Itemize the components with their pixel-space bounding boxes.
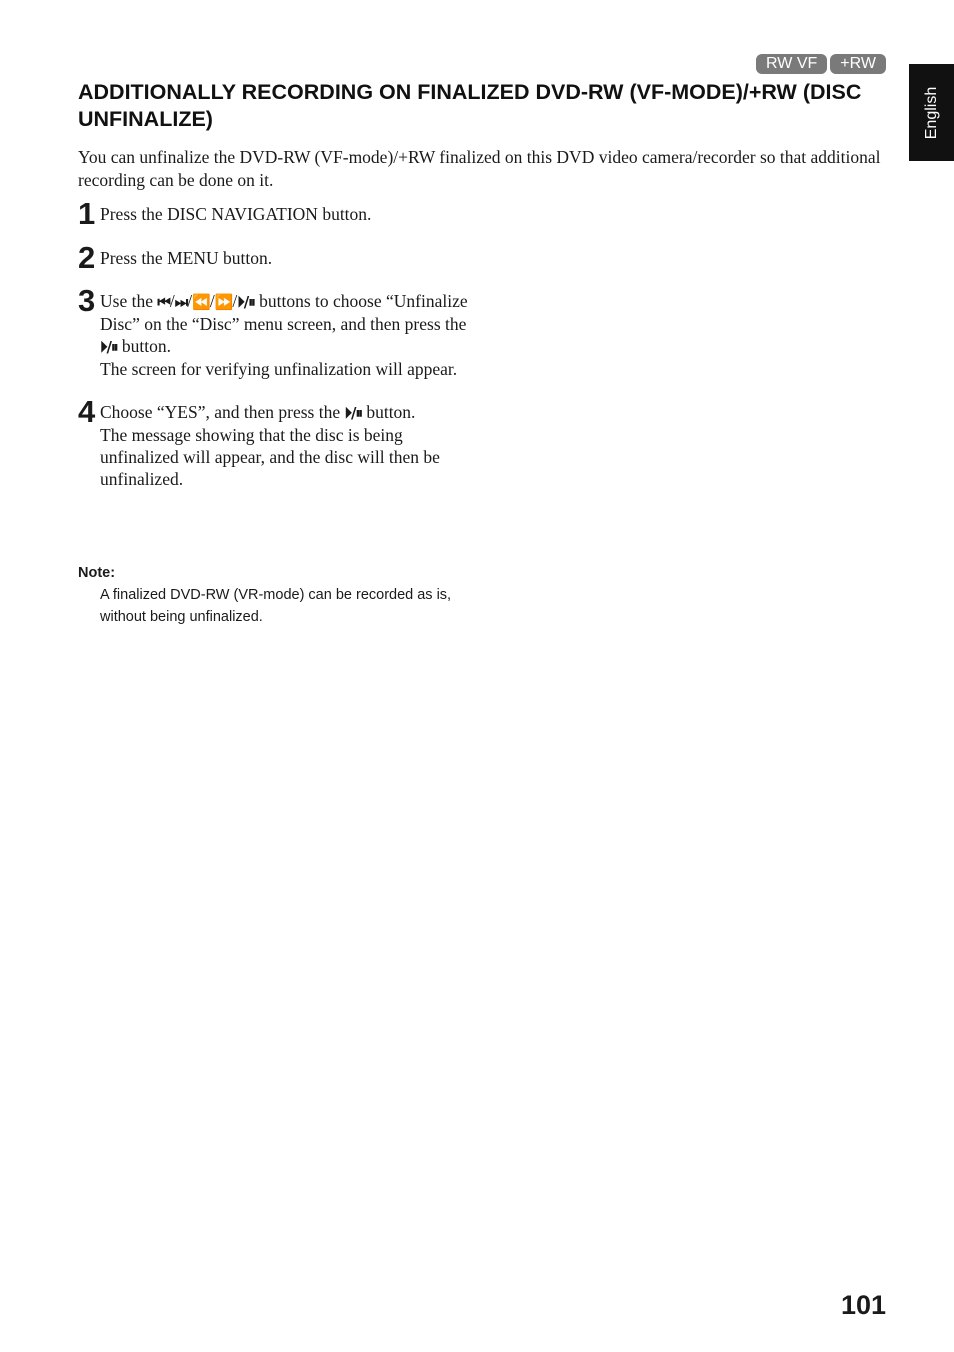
step-result: The screen for verifying unfinalization will appear. [100, 359, 458, 379]
step-text-part: button. [366, 402, 416, 422]
play-pause-icon: ⏵/⏸ [344, 404, 362, 422]
step-number: 1 [78, 196, 96, 231]
fast-forward-icon: ⏩ [214, 293, 233, 311]
intro-paragraph: You can unfinalize the DVD-RW (VF-mode)/+RW finalized on this DVD video camera/recorder so that additional recording can be done on it. [78, 147, 881, 190]
step-text-part: buttons to choose “Unfinalize Disc” on the “Disc” menu screen, and then press the [100, 291, 468, 334]
play-pause-icon: ⏵/⏸ [100, 338, 118, 356]
page-number: 101 [840, 1290, 886, 1320]
rewind-icon: ⏪ [192, 293, 210, 311]
step-2 [78, 240, 478, 275]
skip-forward-icon: ⏭ [174, 293, 188, 311]
step-instruction [100, 290, 478, 358]
step-3 [78, 283, 478, 380]
step-result: The message showing that the disc is being unfinalized will appear, and the disc will then be unfinalized. [100, 425, 440, 489]
language-tab [909, 64, 954, 161]
step-number: 3 [78, 283, 96, 318]
step-text: Press the DISC NAVIGATION button. [100, 204, 372, 224]
badge-rw-vf: RW VF [756, 54, 827, 74]
slash-separator: / [232, 291, 238, 311]
slash-separator: / [187, 291, 193, 311]
slash-separator: / [169, 291, 175, 311]
language-tab-label: English [922, 86, 940, 139]
page-title: ADDITIONALLY RECORDING ON FINALIZED DVD-RW (VF-MODE)/+RW (DISC UNFINALIZE) [78, 80, 862, 131]
step-instruction [100, 401, 478, 424]
disc-type-badges [756, 54, 886, 74]
step-1 [78, 196, 478, 231]
slash-separator: / [209, 291, 215, 311]
step-number: 4 [78, 394, 96, 429]
step-4 [78, 394, 478, 490]
skip-back-icon: ⏮ [157, 293, 170, 311]
step-text: Press the MENU button. [100, 248, 273, 268]
step-number: 2 [78, 240, 96, 275]
note-text: A finalized DVD-RW (VR-mode) can be recorded as is, without being unfinalized. [100, 587, 452, 625]
step-text-part: Choose “YES”, and then press the [100, 402, 341, 422]
play-pause-icon: ⏵/⏸ [237, 293, 255, 311]
step-text-part: button. [121, 336, 171, 356]
note-heading: Note: [78, 565, 116, 581]
badge-plus-rw: +RW [830, 54, 886, 74]
step-text-part: Use the [100, 291, 153, 311]
steps-list [78, 196, 478, 490]
